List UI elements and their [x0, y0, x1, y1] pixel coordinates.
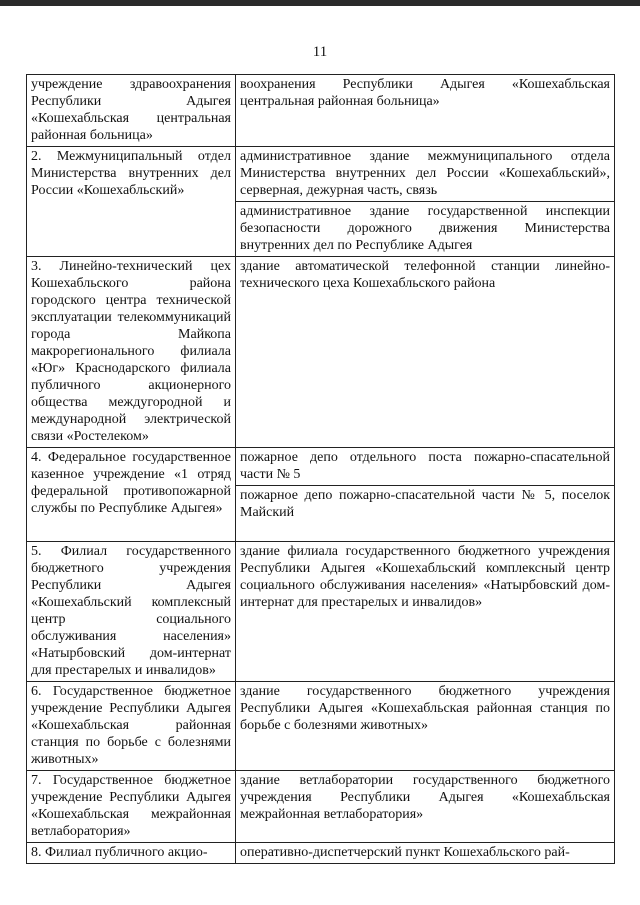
- object-cell: здание государственного бюджетного учреждения Республики Адыгея «Кошехабльская районная станция по борьбе с болезнями животных»: [236, 682, 615, 771]
- table-row: [27, 75, 615, 147]
- organization-cell: 4. Федеральное государственное казенное учреждение «1 отряд федеральной противопожарной службы по Республике Адыгея»: [27, 448, 236, 542]
- object-cell: здание автоматической телефонной станции линейно-технического цеха Кошехабльского района: [236, 257, 615, 448]
- organization-cell: учреждение здравоохранения Республики Адыгея «Кошехабльская центральная районная больница»: [27, 75, 236, 147]
- table-row: [27, 682, 615, 771]
- table-row: [27, 448, 615, 486]
- object-cell: здание ветлаборатории государственного бюджетного учреждения Республики Адыгея «Кошехабльская межрайонная ветлаборатория»: [236, 771, 615, 843]
- organization-cell: 2. Межмуниципальный отдел Министерства внутренних дел России «Кошехабльский»: [27, 147, 236, 257]
- table-row: [27, 147, 615, 202]
- organization-cell: 3. Линейно-технический цех Кошехабльского района городского центра технической эксплуатации телекоммуникаций города Майкопа макрорегионального филиала «Юг» Краснодарского филиала публичного акционерного общества междугородной и международной электрической связи «Ростелеком»: [27, 257, 236, 448]
- organization-cell: 7. Государственное бюджетное учреждение Республики Адыгея «Кошехабльская межрайонная ветлаборатория»: [27, 771, 236, 843]
- table-row: [27, 843, 615, 864]
- organization-cell: 8. Филиал публичного акцио-: [27, 843, 236, 864]
- object-cell: административное здание государственной инспекции безопасности дорожного движения Министерства внутренних дел по Республике Адыгея: [236, 202, 615, 257]
- object-cell: воохранения Республики Адыгея «Кошехабльская центральная районная больница»: [236, 75, 615, 147]
- object-cell: здание филиала государственного бюджетного учреждения Республики Адыгея «Кошехабльский комплексный центр социального обслуживания населения» «Натырбовский дом-интернат для престарелых и инвалидов»: [236, 542, 615, 682]
- object-cell: пожарное депо отдельного поста пожарно-спасательной части № 5: [236, 448, 615, 486]
- object-cell: пожарное депо пожарно-спасательной части № 5, поселок Майский: [236, 486, 615, 542]
- page-top-edge: [0, 0, 640, 6]
- object-cell: административное здание межмуниципального отдела Министерства внутренних дел России «Кошехабльский», серверная, дежурная часть, связь: [236, 147, 615, 202]
- organization-cell: 5. Филиал государственного бюджетного учреждения Республики Адыгея «Кошехабльский комплексный центр социального обслуживания населения» «Натырбовский дом-интернат для престарелых и инвалидов»: [27, 542, 236, 682]
- organizations-table: [26, 74, 615, 864]
- object-cell: оперативно-диспетчерский пункт Кошехабльского рай-: [236, 843, 615, 864]
- table-row: [27, 257, 615, 448]
- page-number: 11: [312, 44, 328, 60]
- organization-cell: 6. Государственное бюджетное учреждение Республики Адыгея «Кошехабльская районная станция по борьбе с болезнями животных»: [27, 682, 236, 771]
- table-row: [27, 542, 615, 682]
- table-row: [27, 771, 615, 843]
